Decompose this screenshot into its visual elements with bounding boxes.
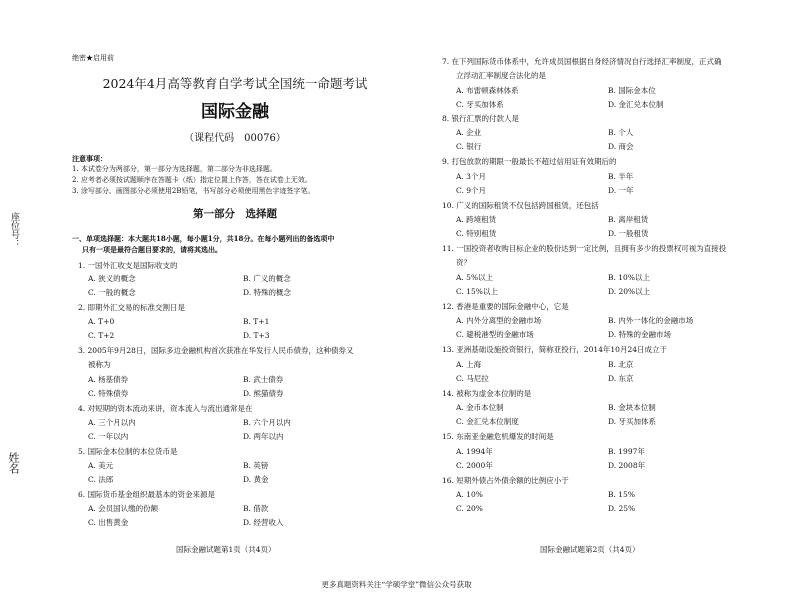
option: A. 3个月 xyxy=(456,172,486,181)
option: A. 跨境租赁 xyxy=(456,215,497,224)
option: D. 一年 xyxy=(608,186,634,195)
question-stem: 15. 东南亚金融危机爆发的时间是 xyxy=(442,432,554,441)
section-intro: 一、单项选择题：本大题共18小题，每小题1分，共18分。在每小题列出的备选项中 xyxy=(72,234,335,243)
course-code: （课程代码 00076） xyxy=(184,133,286,144)
question-stem: 资？ xyxy=(456,258,471,267)
option: C. 15%以上 xyxy=(456,287,498,296)
option: A. 布雷顿森林体系 xyxy=(456,86,519,95)
option: B. 国际金本位 xyxy=(608,86,656,95)
option: A. T+0 xyxy=(88,317,115,326)
option: D. 特殊的金融市场 xyxy=(608,330,672,339)
question-stem: 5. 国际金本位制的本位货币是 xyxy=(78,447,178,456)
option: D. 20%以上 xyxy=(608,287,651,296)
option: B. 内外一体化的金融市场 xyxy=(608,316,694,325)
option: C. 牙买加体系 xyxy=(456,100,504,109)
option: D. 东京 xyxy=(608,374,634,383)
section-intro: 只有一项是最符合题目要求的，请将其选出。 xyxy=(82,245,222,254)
note-item: 1. 本试卷分为两部分，第一部分为选择题，第二部分为非选择题。 xyxy=(72,165,277,173)
option: B. 半年 xyxy=(608,172,634,181)
option: A. 会员国认缴的份额 xyxy=(88,504,159,513)
option: C. T+2 xyxy=(88,331,115,340)
option: A. 金币本位制 xyxy=(456,403,504,412)
option: C. 一年以内 xyxy=(88,432,129,441)
option: D. 牙买加体系 xyxy=(608,417,657,426)
option: A. 5%以上 xyxy=(456,273,494,282)
exam-title: 2024年4月高等教育自学考试全国统一命题考试 xyxy=(102,76,368,91)
option: B. 1997年 xyxy=(608,447,645,456)
option: B. 英镑 xyxy=(243,461,269,470)
option: D. 金汇兑本位制 xyxy=(608,100,664,109)
question-stem: 2. 即期外汇交易的标准交割日是 xyxy=(78,303,186,312)
option: B. 武士债券 xyxy=(243,375,284,384)
question-stem: 3. 2005年9月28日，国际多边金融机构首次获准在华发行人民币债券，这种债券又 xyxy=(78,346,354,355)
option: B. 个人 xyxy=(608,128,634,137)
question-stem: 6. 国际货币基金组织最基本的资金来源是 xyxy=(78,490,216,499)
option: A. 狭义的概念 xyxy=(88,274,136,283)
option: B. 离岸租赁 xyxy=(608,215,649,224)
option: A. 三个月以内 xyxy=(88,418,136,427)
option: A. 10% xyxy=(456,490,483,499)
page-footer-left: 国际金融试题第1页（共4页） xyxy=(176,545,276,554)
option: C. 一般的概念 xyxy=(88,288,136,297)
option: D. 经营收入 xyxy=(243,518,284,527)
subject-title: 国际金融 xyxy=(201,102,269,122)
option: D. 特殊的概念 xyxy=(243,288,292,297)
question-stem: 4. 对短期的资本流动来讲，资本流入与流出通常是在 xyxy=(78,404,253,413)
option: C. 20% xyxy=(456,504,483,513)
question-stem: 14. 被称为虚金本位制的是 xyxy=(442,389,532,398)
page-footer-right: 国际金融试题第2页（共4页） xyxy=(540,545,640,554)
secret-label: 绝密★启用前 xyxy=(72,54,114,62)
option: A. 美元 xyxy=(88,461,114,470)
option: C. 2000年 xyxy=(456,461,493,470)
option: B. 10%以上 xyxy=(608,273,650,282)
part1-title: 第一部分 选择题 xyxy=(193,208,277,220)
option: C. 金汇兑本位制度 xyxy=(456,417,519,426)
seat-label: 座位号： xyxy=(9,212,19,248)
question-stem: 13. 亚洲基础设施投资银行，简称亚投行，2014年10月24日成立于 xyxy=(442,345,667,354)
notes-title: 注意事项： xyxy=(72,154,107,163)
option: A. 上海 xyxy=(456,360,482,369)
option: B. 北京 xyxy=(608,360,634,369)
option: B. 六个月以内 xyxy=(243,418,291,427)
option: D. 两年以内 xyxy=(243,432,284,441)
name-label: 姓名 xyxy=(7,452,20,474)
option: D. 2008年 xyxy=(608,461,646,470)
option: C. 银行 xyxy=(456,142,482,151)
question-stem: 11. 一国投资者收购目标企业的股份达到一定比例，且拥有多少的投票权可视为直接投 xyxy=(442,244,727,253)
option: D. 25% xyxy=(608,504,636,513)
question-stem: 立浮动汇率制度合法化的是 xyxy=(456,71,546,80)
option: A. 企业 xyxy=(456,128,482,137)
option: A. 内外分离型的金融市场 xyxy=(456,316,542,325)
option: B. 广义的概念 xyxy=(243,274,291,283)
option: A. 1994年 xyxy=(456,447,493,456)
option: C. 法郎 xyxy=(88,475,114,484)
option: D. T+3 xyxy=(243,331,270,340)
question-stem: 9. 打包放款的期限一般最长不超过信用证有效期后的 xyxy=(442,157,617,166)
bottom-notice: 更多真题资料关注“学硕学堂”微信公众号获取 xyxy=(321,580,472,589)
option: C. 特别租赁 xyxy=(456,229,497,238)
question-stem: 被称为 xyxy=(88,360,111,369)
note-item: 2. 应考者必须按试题顺序在答题卡（纸）指定位置上作答，答在试卷上无效。 xyxy=(72,176,312,184)
option: C. 避税港型的金融市场 xyxy=(456,330,534,339)
option: A. 杨基债券 xyxy=(88,375,129,384)
option: D. 熊猫债券 xyxy=(243,389,284,398)
option: D. 黄金 xyxy=(243,475,269,484)
question-stem: 7. 在下列国际货币体系中，允许成员国根据自身经济情况自行选择汇率制度，正式确 xyxy=(442,57,722,66)
question-stem: 12. 香港是重要的国际金融中心，它是 xyxy=(442,302,569,311)
option: B. 15% xyxy=(608,490,635,499)
option: C. 特殊债券 xyxy=(88,389,129,398)
option: C. 马尼拉 xyxy=(456,374,489,383)
option: C. 9个月 xyxy=(456,186,487,195)
question-stem: 1. 一国外汇收支是国际收支的 xyxy=(78,261,178,270)
option: B. 金块本位制 xyxy=(608,403,656,412)
question-stem: 8. 银行汇票的付款人是 xyxy=(442,114,520,123)
option: B. 借款 xyxy=(243,504,269,513)
option: B. T+1 xyxy=(243,317,270,326)
question-stem: 16. 短期外债占外债余额的比例应小于 xyxy=(442,476,569,485)
question-stem: 10. 广义的国际租赁不仅包括跨国租赁，还包括 xyxy=(442,201,599,210)
option: D. 一般租赁 xyxy=(608,229,649,238)
note-item: 3. 涂写部分、画图部分必须使用2B铅笔，书写部分必须使用黑色字迹签字笔。 xyxy=(72,187,315,195)
option: D. 商会 xyxy=(608,142,634,151)
option: C. 出售黄金 xyxy=(88,518,129,527)
